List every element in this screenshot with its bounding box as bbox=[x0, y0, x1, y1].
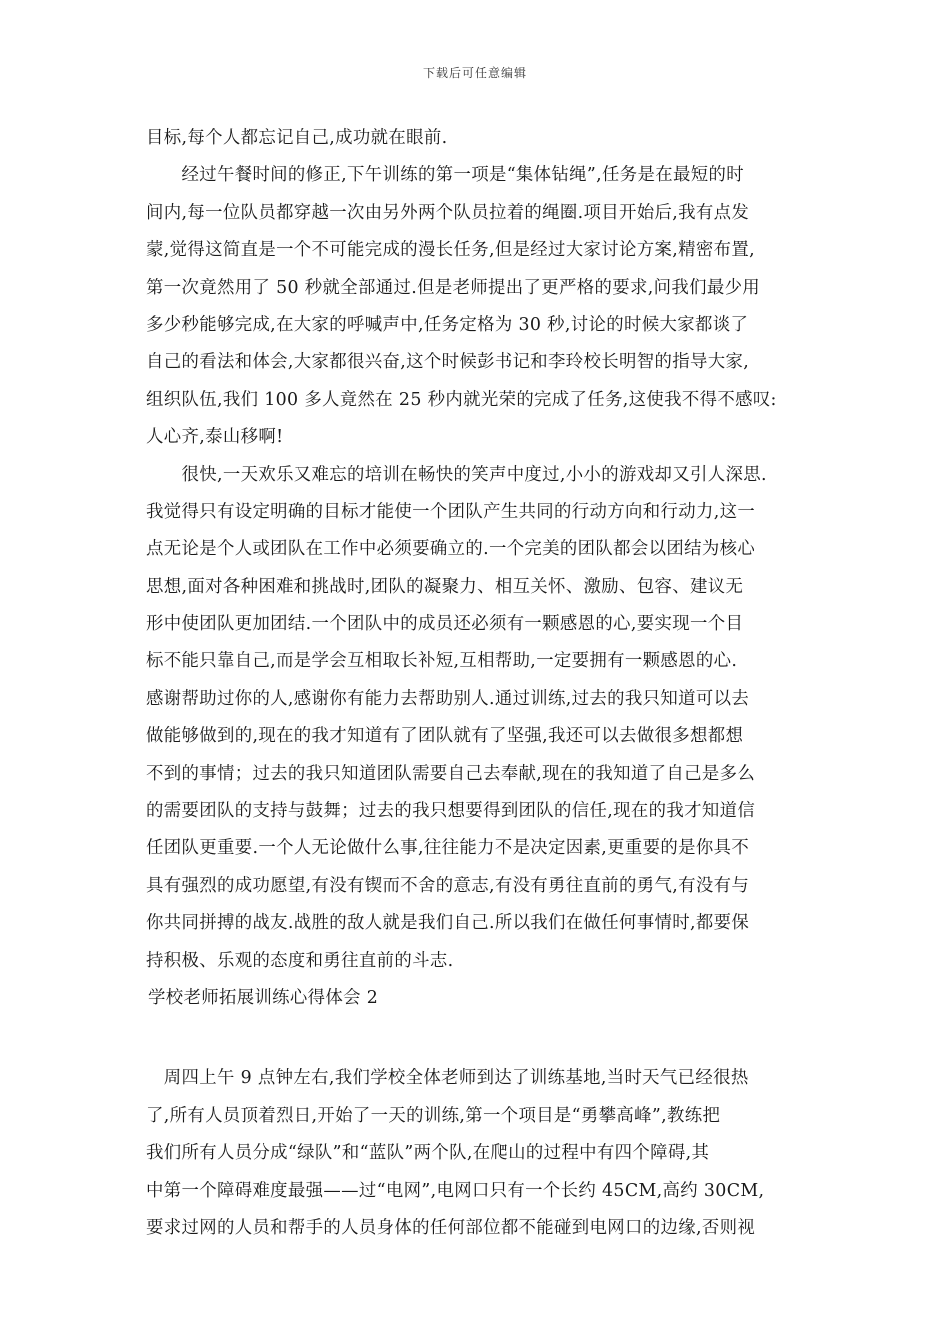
text-line: 做能够做到的,现在的我才知道有了团队就有了坚强,我还可以去做很多想都想 bbox=[146, 726, 744, 747]
text-line: 多少秒能够完成,在大家的呼喊声中,任务定格为 30 秒,讨论的时候大家都谈了 bbox=[146, 314, 749, 335]
page-header: 下载后可任意编辑 bbox=[422, 66, 527, 80]
document-body bbox=[146, 120, 810, 1247]
text-line: 目标,每个人都忘记自己,成功就在眼前. bbox=[146, 128, 448, 148]
text-line: 持积极、乐观的态度和勇往直前的斗志. bbox=[146, 950, 454, 971]
text-line: 你共同拼搏的战友.战胜的敌人就是我们自己.所以我们在做任何事情时,都要保 bbox=[146, 913, 750, 934]
text-line: 我觉得只有设定明确的目标才能使一个团队产生共同的行动方向和行动力,这一 bbox=[146, 501, 756, 522]
text-line: 任团队更重要.一个人无论做什么事,往往能力不是决定因素,更重要的是你具不 bbox=[146, 838, 750, 859]
text-line: 中第一个障碍难度最强——过“电网”,电网口只有一个长约 45CM,高约 30CM, bbox=[146, 1180, 765, 1201]
text-line: 形中使团队更加团结.一个团队中的成员还必须有一颗感恩的心,要实现一个目 bbox=[146, 614, 744, 635]
text-line: 间内,每一位队员都穿越一次由另外两个队员拉着的绳圈.项目开始后,我有点发 bbox=[146, 202, 750, 223]
text-line: 第一次竟然用了 50 秒就全部通过.但是老师提出了更严格的要求,问我们最少用 bbox=[146, 277, 761, 298]
text-line: 标不能只靠自己,而是学会互相取长补短,互相帮助,一定要拥有一颗感恩的心. bbox=[146, 651, 738, 672]
text-line: 我们所有人员分成“绿队”和“蓝队”两个队,在爬山的过程中有四个障碍,其 bbox=[146, 1143, 710, 1164]
text-line: 人心齐,泰山移啊! bbox=[146, 427, 284, 448]
section-heading: 学校老师拓展训练心得体会 2 bbox=[148, 987, 379, 1008]
text-line: 具有强烈的成功愿望,有没有锲而不舍的意志,有没有勇往直前的勇气,有没有与 bbox=[146, 875, 750, 896]
text-line: 蒙,觉得这简直是一个不可能完成的漫长任务,但是经过大家讨论方案,精密布置, bbox=[146, 240, 755, 261]
text-line: 要求过网的人员和帮手的人员身体的任何部位都不能碰到电网口的边缘,否则视 bbox=[146, 1217, 756, 1238]
text-line: 了,所有人员顶着烈日,开始了一天的训练,第一个项目是“勇攀高峰”,教练把 bbox=[146, 1105, 721, 1126]
text-line: 感谢帮助过你的人,感谢你有能力去帮助别人.通过训练,过去的我只知道可以去 bbox=[146, 688, 750, 709]
text-line: 自己的看法和体会,大家都很兴奋,这个时候彭书记和李玲校长明智的指导大家, bbox=[146, 352, 750, 373]
text-line: 不到的事情；过去的我只知道团队需要自己去奉献,现在的我知道了自己是多么 bbox=[146, 763, 756, 784]
text-line: 的需要团队的支持与鼓舞；过去的我只想要得到团队的信任,现在的我才知道信 bbox=[146, 801, 756, 822]
text-line: 组织队伍,我们 100 多人竟然在 25 秒内就光荣的完成了任务,这使我不得不感叹: bbox=[146, 389, 777, 410]
paragraph-spacer bbox=[146, 1017, 810, 1060]
text-line: 周四上午 9 点钟左右,我们学校全体老师到达了训练基地,当时天气已经很热 bbox=[146, 1068, 749, 1089]
text-line: 经过午餐时间的修正,下午训练的第一项是“集体钻绳”,任务是在最短的时 bbox=[146, 165, 744, 186]
text-line: 思想,面对各种困难和挑战时,团队的凝聚力、相互关怀、激励、包容、建议无 bbox=[146, 576, 744, 597]
text-line: 很快,一天欢乐又难忘的培训在畅快的笑声中度过,小小的游戏却又引人深思. bbox=[146, 464, 767, 485]
text-line: 点无论是个人或团队在工作中必须要确立的.一个完美的团队都会以团结为核心 bbox=[146, 539, 756, 560]
